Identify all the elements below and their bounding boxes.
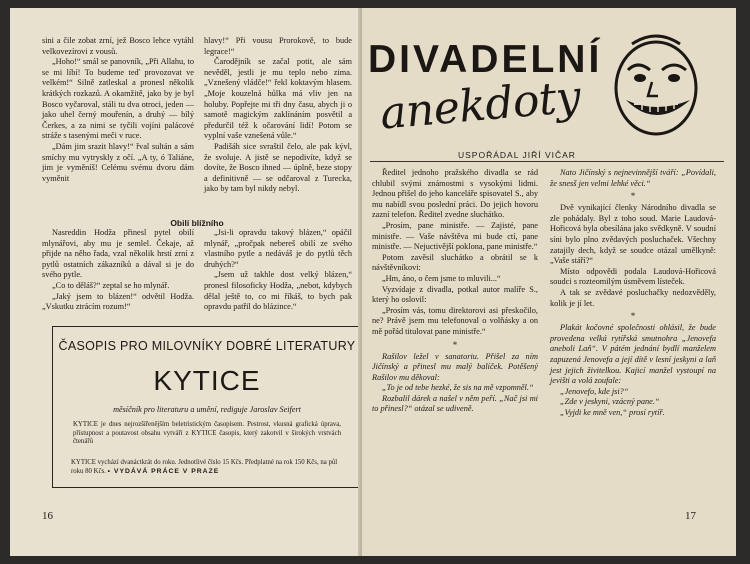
paragraph: Čarodějník se začal potit, ale sám nevěděl, jestli je mu teplo nebo zima. „Vznešený vládče!“ řekl koktavým hlasem. „Moje kouzelná hůlka má vliv jen na holuby. Popřejte mi tři dny času, abych ji o samotě magickým zaklínáním posvětil a předurčil též k očarování lidí! Potom se vyplní vaše vznešená vůle.“ — [204, 57, 352, 141]
paragraph: Rozbalil dárek a našel v něm peří. „Nač jsi mi to přinesl?“ otázal se udiveně. — [372, 393, 538, 414]
paragraph: „Zde v jeskyni, vzácný pane.“ — [560, 397, 660, 407]
left-column-1 — [42, 36, 194, 184]
separator-star: * — [452, 339, 458, 350]
separator-star: * — [630, 191, 636, 202]
title-rule — [370, 161, 724, 162]
paragraph: „Vyjdi ke mně ven,“ prosí rytíř. — [560, 407, 665, 417]
ad-heading: ČASOPIS PRO MILOVNÍKY DOBRÉ LITERATURY — [58, 339, 356, 353]
paragraph: hlavy!“ Při vousu Prorokově, to bude legrace!“ — [204, 36, 352, 56]
paragraph: „Jsi-li opravdu takový blázen,“ opáčil mlynář, „pročpak nebereš obilí ze svého vlastního pytle a nedáváš je do pytlů těch druhých?“ — [204, 228, 352, 269]
paragraph: Nato Jičínský s nejnevinnější tváří: „Povídali, že snesš jen velmi lehké věci.“ — [550, 168, 716, 188]
section-heading: Obilí blížního — [170, 218, 224, 228]
paragraph: A tak se zvědavé posluchačky nedozvěděly, kolik je jí let. — [550, 287, 716, 308]
left-column-2 — [204, 36, 352, 195]
ad-footer-text: KYTICE vychází dvanáctkrát do roku. Jednotlivé číslo 15 Kčs. Předplatné na rok 150 Kčs, na půl roku 80 Kčs. — [71, 459, 338, 475]
left-column-2b — [204, 228, 352, 313]
title-anekdoty: anekdoty — [378, 71, 583, 140]
paragraph: Místo odpovědi podala Laudová-Hořicová soudci s rozteomilým úsměvem lísteček. — [550, 266, 716, 287]
title-divadelni: DIVADELNÍ — [368, 38, 603, 81]
paragraph: „Prosím vás, tomu direktorovi asi přeskočilo, ne? Právě jsem mu telefonoval o volňásky a on mě pořád titulovat pane ministře.“ — [372, 305, 538, 336]
byline: USPOŘÁDAL JIŘÍ VIČAR — [458, 150, 576, 160]
right-column-2 — [550, 168, 716, 418]
paragraph: „Jaký jsem to blázen!“ odvětil Hodža. „Vskutku ztrácím rozum!“ — [42, 291, 194, 312]
paragraph: „Prosím, pane ministře. — Zajisté, pane ministře. — Vaše návštěva mi bude ctí, pane ministře. — Nejuctivější poklona, pane ministře.“ — [372, 220, 538, 252]
paragraph: Vyzvídaje z divadla, potkal autor malíře S., který ho oslovil: — [372, 284, 538, 305]
paragraph: Plakát kočovné společnosti ohlásil, že bude provedena velká rytířská smutnohra „Jenovefa aneboli Laň“. V pátém jednání bydlí manželem zapuzená Jenovefa a její dítě v lesní jeskyni a laň jest jejich živitelkou. Kajicí manžel vystoupí na jevišti a volá zoufale: — [550, 323, 716, 386]
kytice-advertisement — [52, 326, 362, 488]
paragraph: „Hoho!“ smál se panovník, „Při Allahu, to se mi líbí! To budeme teď provozovat ve velkém!“ Silně zatleskal a pronesl několik krátkých rozkazů. A okamžitě, jako by je byl Bosco vyčaroval, stáli tu dva otroci, jeden — jako uhel černý mouřenín, a druhý — bílý Čerkes, a za nimi se tyčili vojíni palácové stráže s tasenými meči v ruce. — [42, 57, 194, 141]
paragraph: Nasreddin Hodža přinesl pytel obilí mlynářovi, aby mu je semlel. Čekaje, až přijde na něho řada, vzal několik hrstí zrní z pytlů ostatních zákazníků a dával si je do svého pytle. — [42, 228, 194, 280]
page-number-left: 16 — [42, 510, 53, 522]
left-page — [10, 8, 362, 556]
page-number-right: 17 — [685, 510, 696, 522]
paragraph: „Dám jim srazit hlavy!“ řval sultán a sám smíchy mu vytryskly z očí. „A ty, ó Taliáne, jim je vyměníš! Celému svému dvoru dám vyměnit — [42, 141, 194, 183]
ad-subtitle: měsíčník pro literaturu a umění, rediguje Jaroslav Seifert — [113, 405, 301, 414]
ad-publisher: • VYDÁVÁ PRÁCE V PRAZE — [107, 467, 220, 475]
paragraph: Padišáh sice svraštil čelo, ale pak kývl, že svoluje. A jistě se nepodivíte, když se dovíte, že Bosco ihned — úplně, beze stopy a definitivně — se odčaroval z Turecka, jako by tam byl nikdy nebyl. — [204, 141, 352, 194]
paragraph: Dvě vynikající členky Národního divadla se zle pohádaly. Byl z toho soud. Marie Laudová-Hořicová byla obesílána jako svědkyně. V soudní síni bylo plno zvědavých posluchaček. Všechny zatajily dech, když se soudce otázal umělkyně: „Vaše stáří?“ — [550, 203, 716, 266]
paragraph: Ředitel jednoho pražského divadla se rád chlubil svými známostmi s vysokými lidmi. Jednou přišel do jeho kanceláře spisovatel S., aby mu nabídl svou poslední práci. Do jejich hovoru zazní telefon. Ředitel zvedne sluchátko. — [372, 168, 538, 220]
ad-footer — [71, 459, 349, 477]
grinning-mask-icon — [602, 30, 710, 140]
separator-star: * — [630, 311, 636, 322]
paragraph: „Hm, áno, o čem jsme to mluvili...“ — [382, 273, 501, 283]
paragraph: „Jenovefo, kde jsi?“ — [560, 386, 629, 396]
paragraph: sini a čile zobat zrní, jež Bosco lehce vytáhl velkovezírovi z vousů. — [42, 36, 194, 56]
right-column-1 — [372, 168, 538, 415]
paragraph: Potom zavěsil sluchátko a obrátil se k návštěvníkovi: — [372, 252, 538, 273]
paragraph: „Co to děláš?“ zeptal se ho mlynář. — [52, 280, 170, 290]
paragraph: Rašilov ležel v sanatoriu. Přišel za ním Jičínský a přinesl mu malý balíček. Potěšený Rašilov mu děkoval: — [372, 351, 538, 382]
paragraph: „To je od tebe hezké, že sis na mě vzpomněl.“ — [382, 383, 534, 393]
paragraph: „Jsem už takhle dost velký blázen,“ pronesl filosoficky Hodža, „nebot, kdybych dělal ještě to, co mi říkáš, to bych pak opravdu patřil do blázince.“ — [204, 270, 352, 312]
left-column-1b — [42, 228, 194, 313]
ad-body: KYTICE je dnes nejrozšířenějším beletristickým časopisem. Pestrost, vkusná grafická úprava, přístupnost a poutavost obsahu vytváří z KYTICE časopis, který zakotvil v širokých vrstvách čtenářů — [73, 421, 341, 446]
right-page — [362, 8, 736, 556]
ad-title: KYTICE — [153, 365, 261, 396]
